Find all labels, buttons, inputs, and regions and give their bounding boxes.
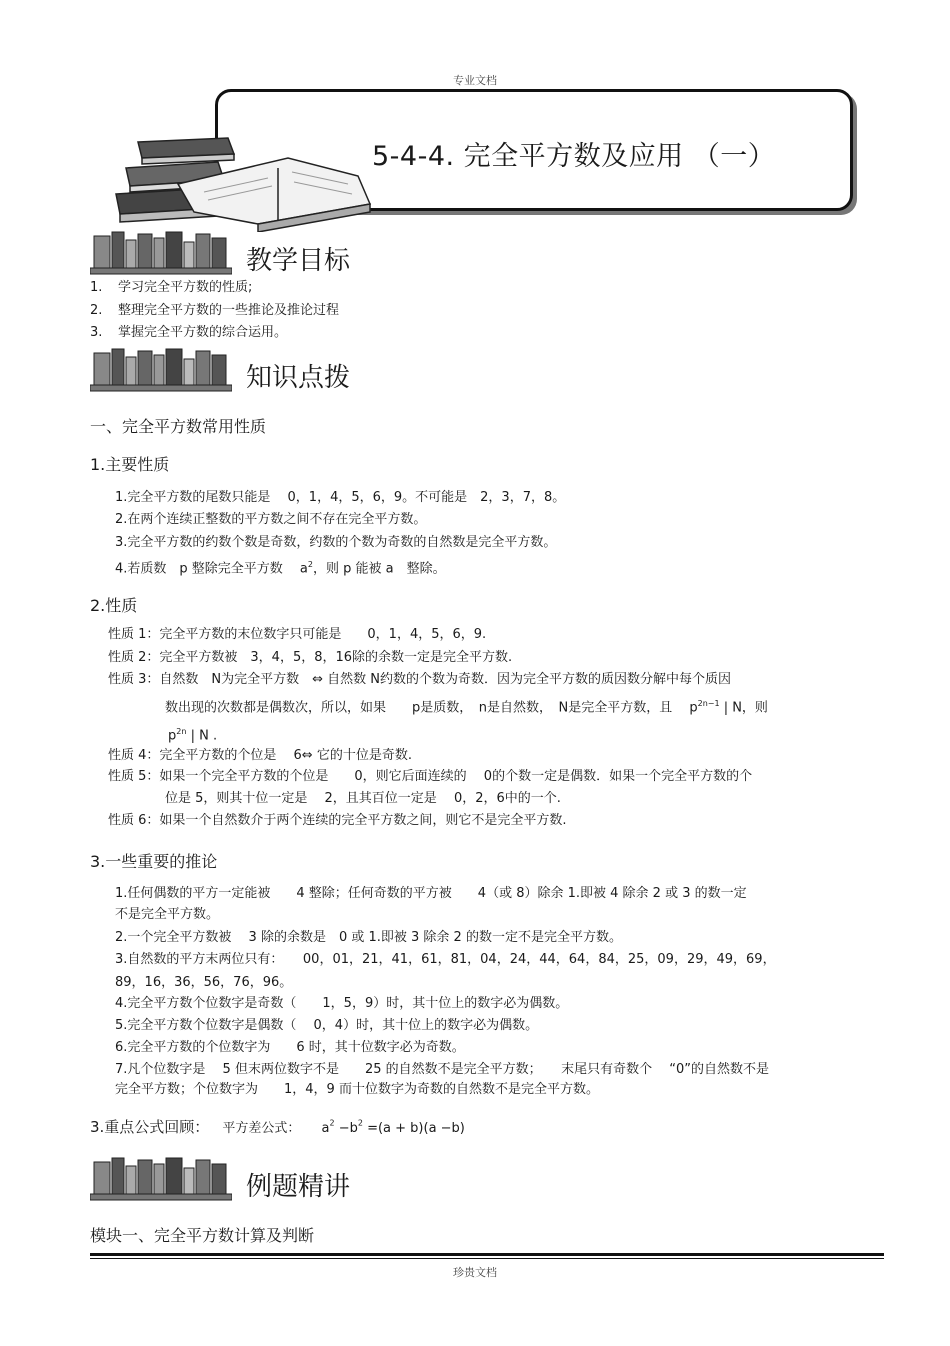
property-line: $p^{2n}$ | N .	[168, 727, 218, 744]
footer-rule	[90, 1253, 884, 1256]
main-property: 4.若质数 p 整除完全平方数 $a^2$，则 p 能被 a 整除。	[115, 560, 446, 577]
inference-line: 4.完全平方数个位数字是奇数（ 1，5，9）时，其十位上的数字必为偶数。	[115, 996, 569, 1011]
module-heading: 模块一、完全平方数计算及判断	[90, 1226, 315, 1245]
main-property: 2.在两个连续正整数的平方数之间不存在完全平方数。	[115, 512, 427, 527]
subsection-heading: 1.主要性质	[90, 455, 170, 474]
inference-line: 5.完全平方数个位数字是偶数（ 0，4）时，其十位上的数字必为偶数。	[115, 1018, 539, 1033]
inference-line: 1.任何偶数的平方一定能被 4 整除；任何奇数的平方被 4（或 8）除余 1.即被 4 除余 2 或 3 的数一定	[115, 886, 747, 901]
inference-line: 完全平方数；个位数字为 1，4，9 而十位数字为奇数的自然数不是完全平方数。	[115, 1082, 599, 1097]
page-footer: 珍贵文档	[453, 1266, 497, 1279]
main-property: 3.完全平方数的约数个数是奇数，约数的个数为奇数的自然数是完全平方数。	[115, 535, 557, 550]
inference-line: 89，16，36，56，76，96。	[115, 975, 293, 990]
property-line: 性质 1：完全平方数的末位数字只可能是 0，1，4，5，6，9.	[108, 627, 487, 642]
books-icon	[108, 132, 388, 232]
page-header: 专业文档	[453, 74, 497, 87]
document-title: 5-4-4. 完全平方数及应用 （一）	[372, 141, 776, 172]
subsection-heading: 3.一些重要的推论	[90, 852, 218, 871]
inference-line: 2.一个完全平方数被 3 除的余数是 0 或 1.即被 3 除余 2 的数一定不是完全平方数。	[115, 930, 622, 945]
section-title-examples: 例题精讲	[246, 1172, 351, 1202]
bookshelf-banner-icon	[90, 1156, 232, 1202]
goal-item: 1. 学习完全平方数的性质;	[90, 280, 253, 295]
main-property: 1.完全平方数的尾数只能是 0，1，4，5，6，9。不可能是 2，3，7，8。	[115, 490, 566, 505]
inference-line: 不是完全平方数。	[115, 907, 220, 922]
property-line: 性质 4：完全平方数的个位是 6⇔ 它的十位是奇数.	[108, 748, 412, 763]
property-line: 性质 2：完全平方数被 3，4，5，8，16除的余数一定是完全平方数.	[108, 650, 513, 665]
inference-line: 3.自然数的平方末两位只有： 00，01，21，41，61，81，04，24，44，64，84，25，09，29，49，69，	[115, 952, 776, 967]
section-title-goals: 教学目标	[246, 246, 351, 276]
property-line: 性质 5：如果一个完全平方数的个位是 0，则它后面连续的 0的个数一定是偶数．如果一个完全平方数的个	[108, 769, 753, 784]
section-title-knowledge: 知识点拨	[246, 363, 351, 393]
property-line: 数出现的次数都是偶数次，所以，如果 p是质数， n是自然数， N是完全平方数，且 $p^{2n-1}$ | N，则	[165, 699, 768, 716]
bookshelf-banner-icon	[90, 347, 232, 393]
inference-line: 7.凡个位数字是 5 但末两位数字不是 25 的自然数不是完全平方数； 末尾只有奇数个 “0”的自然数不是	[115, 1062, 769, 1077]
bookshelf-banner-icon	[90, 230, 232, 276]
part-heading: 一、完全平方数常用性质	[90, 417, 267, 436]
subsection-heading: 2.性质	[90, 596, 138, 615]
inference-line: 6.完全平方数的个位数字为 6 时，其十位数字必为奇数。	[115, 1040, 465, 1055]
formula-line: 3.重点公式回顾： 平方差公式： $a^2 -b^2 =(a + b)(a -b)$	[90, 1118, 465, 1136]
property-line: 位是 5，则其十位一定是 2，且其百位一定是 0，2，6中的一个.	[165, 791, 561, 806]
goal-item: 2. 整理完全平方数的一些推论及推论过程	[90, 303, 340, 318]
footer-rule	[90, 1258, 884, 1259]
goal-item: 3. 掌握完全平方数的综合运用。	[90, 325, 288, 340]
property-line: 性质 3：自然数 N为完全平方数 ⇔ 自然数 N约数的个数为奇数．因为完全平方数的质因数分解中每个质因	[108, 672, 732, 687]
property-line: 性质 6：如果一个自然数介于两个连续的完全平方数之间，则它不是完全平方数.	[108, 813, 567, 828]
